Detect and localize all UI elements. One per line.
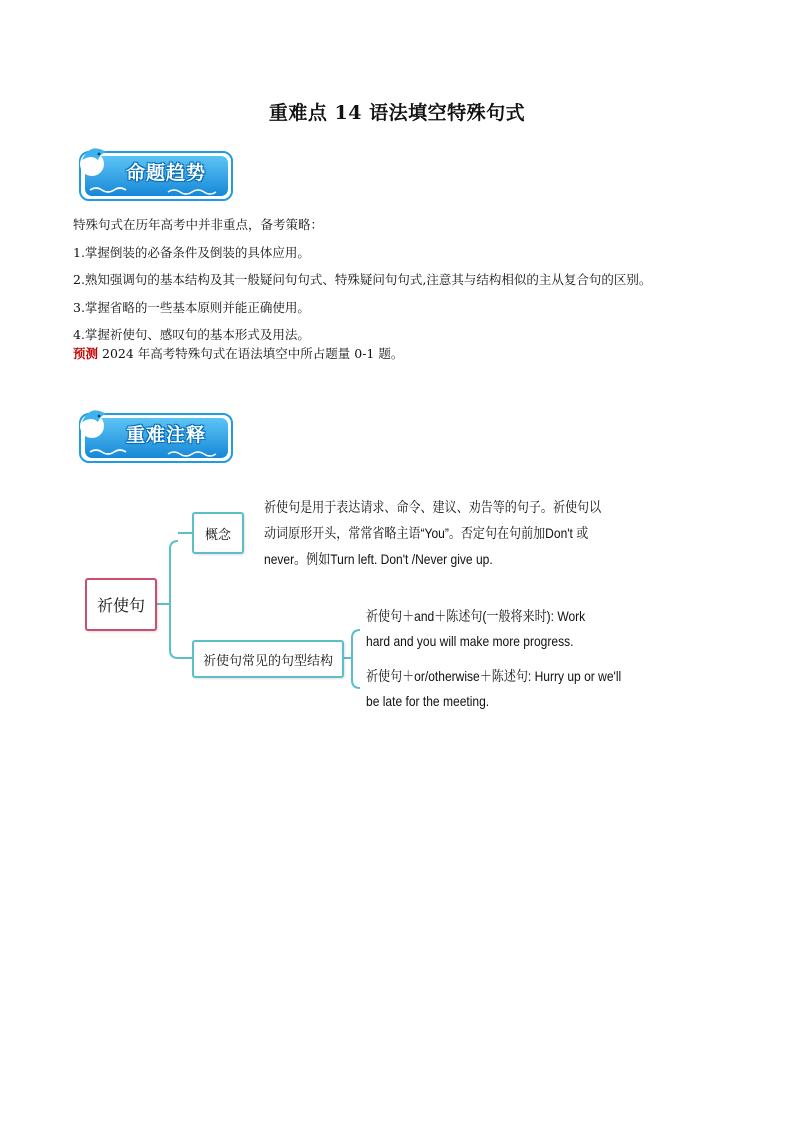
concept-line-3: never。例如Turn left. Don't /Never give up.	[264, 551, 493, 567]
trend-item-1: 1.掌握倒装的必备条件及倒装的具体应用。	[73, 244, 310, 260]
concept-description	[264, 494, 601, 572]
pattern-or-description	[366, 664, 621, 714]
connector-pattern-branch	[352, 630, 360, 688]
mindmap-pattern-node: 祈使句常见的句型结构	[192, 640, 344, 678]
pattern2-line-2: be late for the meeting.	[366, 693, 490, 709]
pattern-and-description	[366, 604, 585, 654]
trend-item-2: 2.熟知强调句的基本结构及其一般疑问句句式、特殊疑问句句式,注意其与结构相似的主从复合句的区别。	[73, 272, 652, 287]
pattern1-line-2: hard and you will make more progress.	[366, 633, 574, 649]
pattern1-line-1: 祈使句＋and＋陈述句(一般将来时): Work	[366, 608, 586, 624]
section-label-explain: 重难注释	[125, 424, 206, 446]
concept-line-1: 祈使句是用于表达请求、命令、建议、劝告等的句子。祈使句以	[264, 499, 602, 515]
trend-intro: 特殊句式在历年高考中并非重点，备考策略：	[73, 217, 324, 232]
predict-label: 预测	[73, 345, 99, 361]
mindmap-root-node: 祈使句	[85, 578, 157, 631]
section-label-trend: 命题趋势	[125, 162, 206, 184]
trend-text-block	[73, 211, 763, 361]
concept-line-2: 动词原形开头，常常省略主语“You”。否定句在句前加Don't 或	[264, 525, 589, 541]
section-banner-explain	[72, 402, 234, 468]
predict-text: 2024 年高考特殊句式在语法填空中所占题量 0-1 题。	[98, 345, 404, 361]
section-banner-trend	[72, 140, 234, 206]
connector-root-branch	[170, 541, 178, 658]
page-title: 重难点 14 语法填空特殊句式	[268, 102, 526, 124]
trend-item-4: 4.掌握祈使句、感叹句的基本形式及用法。	[73, 327, 310, 342]
trend-prediction	[73, 347, 763, 361]
mindmap-concept-node: 概念	[192, 512, 244, 554]
pattern2-line-1: 祈使句＋or/otherwise＋陈述句: Hurry up or we'll	[366, 668, 622, 684]
trend-item-3: 3.掌握省略的一些基本原则并能正确使用。	[73, 299, 310, 315]
